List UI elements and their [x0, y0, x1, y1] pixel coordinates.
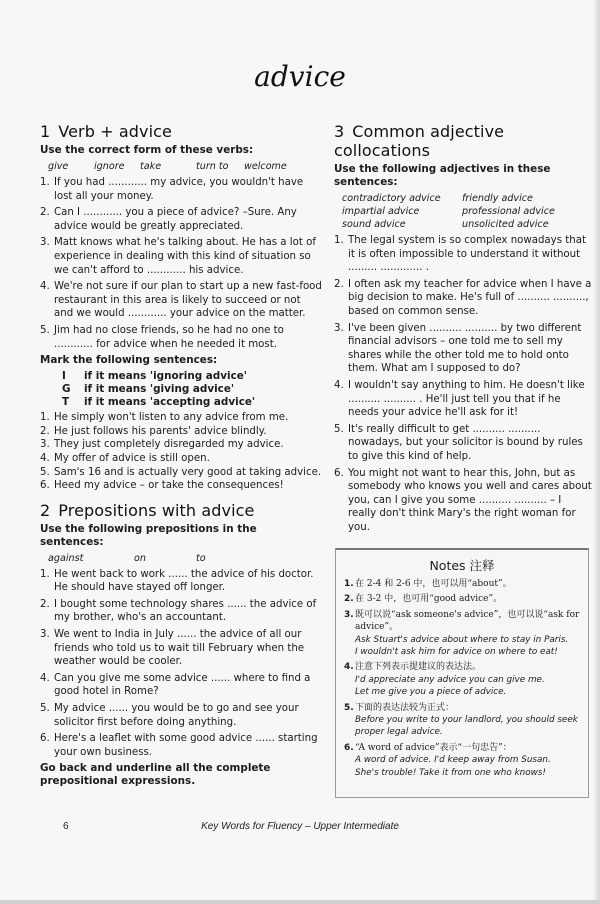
item-number: 5.: [40, 466, 50, 478]
question-item: [40, 324, 322, 351]
item-text: My offer of advice is still open.: [54, 452, 210, 464]
word: to: [196, 552, 206, 564]
mark-letter: I: [62, 370, 66, 383]
item-number: 6.: [344, 742, 354, 753]
sentence-item: [40, 438, 322, 452]
item-number: 3.: [40, 439, 50, 451]
item-number: 1.: [40, 177, 50, 188]
mark-legend: [62, 370, 322, 409]
notes-title: Notes 注释: [429, 558, 495, 573]
sentence-item: [40, 411, 322, 425]
question-item: [40, 236, 322, 277]
right-column: [334, 122, 592, 537]
item-number: 2.: [40, 207, 50, 219]
item-text: The legal system is so complex nowadays that it is often impossible to understand it without ......... ............. .: [348, 235, 586, 274]
item-number: 6.: [40, 480, 50, 492]
page-title: advice: [254, 60, 346, 93]
note-item: [344, 578, 580, 590]
page-number: 6: [63, 821, 69, 832]
note-text: 既可以说“ask someone's advice”，也可以说“ask for advice”。: [355, 609, 580, 633]
question-item: [40, 280, 322, 321]
word: against: [48, 552, 84, 564]
sentence-item: [40, 466, 322, 480]
note-example: She's trouble! Take it from one who knows!: [355, 767, 546, 778]
item-text: We went to India in July ...... the advice of all our friends who told us to wait till February when the weather would be cooler.: [54, 629, 305, 668]
item-number: 2.: [40, 598, 50, 610]
section-number: 3: [334, 122, 345, 141]
item-number: 1.: [344, 579, 354, 589]
item-number: 5.: [344, 702, 354, 713]
question-item: [40, 672, 322, 699]
item-number: 2.: [40, 425, 50, 437]
notes-box: [335, 548, 589, 798]
word: friendly advice: [462, 193, 533, 204]
item-number: 5.: [334, 423, 344, 435]
question-item: [334, 322, 592, 376]
word: professional advice: [462, 206, 555, 217]
item-text: My advice ...... you would be to go and see your solicitor first before doing anything.: [54, 703, 299, 728]
item-number: 4.: [344, 662, 354, 673]
sentence-item: [40, 452, 322, 466]
section-number: 1: [40, 122, 51, 141]
mark-row: [62, 396, 322, 409]
item-text: Jim had no close friends, so he had no one to ............ for advice when he needed it most.: [54, 324, 284, 350]
item-text: Sam's 16 and is actually very good at taking advice.: [54, 466, 322, 478]
item-number: 2.: [344, 594, 354, 605]
item-number: 4.: [40, 281, 50, 293]
word: give: [48, 161, 69, 172]
note-item: [344, 742, 580, 779]
mark-meaning: if it means 'accepting advice': [84, 396, 256, 409]
mark-instruction: Mark the following sentences:: [40, 354, 218, 367]
page-bottom-edge: [0, 900, 600, 904]
section-1-instruction: Use the correct form of these verbs:: [40, 144, 254, 156]
mark-row: [62, 383, 322, 396]
note-example: I wouldn't ask him for advice on where to eat!: [355, 647, 558, 658]
note-example: Let me give you a piece of advice.: [355, 687, 507, 698]
note-example: Ask Stuart's advice about where to stay in Paris.: [355, 634, 569, 645]
question-item: [334, 278, 592, 319]
note-item: [344, 593, 580, 605]
adjective-word-list: [342, 192, 592, 231]
section-2-heading: [40, 501, 322, 520]
mark-letter: G: [62, 383, 71, 396]
item-text: We're not sure if our plan to start up a new fast-food restaurant in this area is likely to succeed or not and we would ............ your advice on the matter.: [54, 281, 322, 320]
section-2-questions: [40, 568, 322, 760]
section-3-instruction: Use the following adjectives in these sentences:: [334, 163, 551, 188]
item-number: 1.: [40, 412, 50, 424]
item-text: Can I ............ you a piece of advice? –Sure. Any advice would be greatly appreciated.: [54, 207, 297, 232]
item-text: I bought some technology shares ...... the advice of my brother, who's an accountant.: [54, 598, 317, 624]
section-2-instruction: Use the following prepositions in the sentences:: [40, 522, 257, 548]
item-text: I've been given .......... .......... by two different financial advisors – one told me to sell my shares while the other told me to hold onto them. What am I supposed to do?: [348, 322, 582, 375]
note-text: 在 3-2 中，也可用“good advice”。: [355, 594, 503, 605]
preposition-word-list: [48, 552, 322, 565]
note-example: Before you write to your landlord, you should seek proper legal advice.: [355, 715, 578, 738]
note-example: I'd appreciate any advice you can give me.: [355, 674, 545, 685]
item-text: He just follows his parents' advice blindly.: [54, 425, 267, 437]
item-text: I wouldn't say anything to him. He doesn't like .......... .......... . He'll just tell you that if he needs your advice he'll ask for it!: [348, 379, 585, 419]
left-column: [40, 122, 322, 791]
item-number: 2.: [334, 278, 344, 290]
word: take: [140, 161, 162, 172]
item-number: 3.: [40, 237, 50, 249]
question-item: [40, 598, 322, 625]
notes-list: [344, 578, 580, 779]
item-text: They just completely disregarded my advice.: [54, 439, 284, 451]
item-number: 3.: [334, 322, 344, 334]
item-number: 1.: [334, 235, 344, 246]
item-number: 3.: [344, 609, 354, 620]
word: ignore: [94, 161, 125, 172]
item-number: 6.: [40, 733, 50, 745]
question-item: [40, 732, 322, 759]
book-title: Key Words for Fluency – Upper Intermediate: [201, 821, 399, 832]
mark-letter: T: [62, 396, 70, 409]
note-example: A word of advice. I'd keep away from Susan.: [355, 755, 551, 766]
item-text: Can you give me some advice ...... where to find a good hotel in Rome?: [54, 672, 311, 698]
item-text: Matt knows what he's talking about. He has a lot of experience in dealing with this kind of situation so we can't afford to ............ his advice.: [54, 237, 316, 276]
question-item: [334, 234, 592, 275]
question-item: [334, 467, 592, 535]
sentence-item: [40, 425, 322, 439]
question-item: [40, 628, 322, 669]
item-text: Heed my advice – or take the consequences!: [54, 480, 284, 492]
sentence-item: [40, 479, 322, 493]
mark-row: [62, 370, 322, 383]
item-text: It's really difficult to get .......... .......... nowadays, but your solicitor is bound by rules to give this kind of help.: [348, 423, 583, 462]
item-text: If you had ............ my advice, you wouldn't have lost all your money.: [54, 177, 304, 202]
question-item: [40, 206, 322, 233]
item-text: I often ask my teacher for advice when I have a big decision to make. He's full of .......... .........., based on common sense.: [348, 278, 592, 317]
item-number: 4.: [40, 672, 50, 684]
question-item: [334, 423, 592, 464]
mark-meaning: if it means 'giving advice': [84, 383, 235, 396]
item-number: 6.: [334, 467, 344, 479]
section-title: Verb + advice: [58, 122, 172, 141]
word: welcome: [244, 161, 287, 172]
section-1-heading: [40, 122, 322, 141]
item-number: 4.: [40, 452, 50, 464]
question-item: [40, 176, 322, 203]
note-item: [344, 609, 580, 659]
section-title: Prepositions with advice: [58, 500, 255, 520]
item-number: 3.: [40, 629, 50, 641]
word: sound advice: [342, 219, 406, 230]
word: on: [134, 552, 146, 564]
section-2-closing: Go back and underline all the complete prepositional expressions.: [40, 762, 271, 788]
item-number: 5.: [40, 703, 50, 715]
item-number: 1.: [40, 568, 50, 580]
page-edge-shadow: [594, 0, 600, 904]
item-text: You might not want to hear this, John, but as somebody who knows you well and cares about you, can I give you some .......... .......... – I really don't think Mary's the right woman for you.: [348, 467, 592, 533]
word: turn to: [196, 161, 229, 172]
word: contradictory advice: [342, 193, 441, 204]
section-number: 2: [40, 500, 51, 520]
item-number: 4.: [334, 379, 344, 391]
note-text: 在 2-4 和 2-6 中，也可以用“about”。: [355, 579, 512, 589]
word: unsolicited advice: [462, 219, 549, 230]
note-item: [344, 702, 580, 739]
item-text: He simply won't listen to any advice from me.: [54, 412, 289, 424]
mark-sentences: [40, 411, 322, 493]
mark-meaning: if it means 'ignoring advice': [84, 370, 247, 383]
note-text: “A word of advice”表示“一句忠告”：: [355, 742, 512, 753]
section-1-questions: [40, 176, 322, 351]
section-3-heading: [334, 122, 592, 160]
verb-word-list: [48, 160, 322, 173]
item-number: 5.: [40, 324, 50, 336]
note-item: [344, 661, 580, 698]
question-item: [40, 702, 322, 729]
section-3-questions: [334, 234, 592, 534]
note-text: 下面的表达法较为正式：: [355, 702, 455, 713]
item-text: He went back to work ...... the advice of his doctor. He should have stayed off longer.: [54, 568, 314, 594]
question-item: [40, 568, 322, 595]
note-text: 注意下列表示提建议的表达法。: [355, 662, 482, 673]
word: impartial advice: [342, 206, 420, 217]
item-text: Here's a leaflet with some good advice ...... starting your own business.: [54, 733, 318, 758]
question-item: [334, 379, 592, 420]
section-title: Common adjective collocations: [334, 122, 505, 160]
